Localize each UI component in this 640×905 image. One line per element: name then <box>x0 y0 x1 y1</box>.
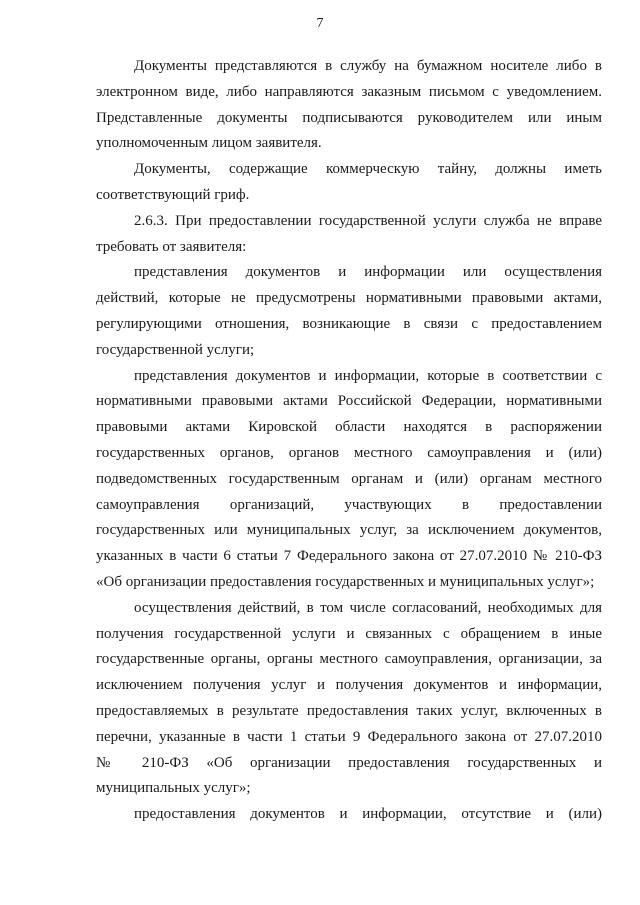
text-line: электронном виде, либо направляются заказным письмом с уведомлением. <box>96 83 602 100</box>
text-line: уполномоченным лицом заявителя. <box>96 135 322 152</box>
text-line: перечни, указанные в части 1 статьи 9 Федерального закона от 27.07.2010 <box>96 728 602 745</box>
text-line: нормативными правовыми актами Российской Федерации, нормативными <box>96 393 602 410</box>
text-line: муниципальных услуг»; <box>96 780 251 797</box>
document-body <box>96 54 602 828</box>
text-line: исключением получения услуг и получения документов и информации, <box>96 677 602 694</box>
text-line: 2.6.3. При предоставлении государственной услуги служба не вправе <box>134 212 602 229</box>
text-line: государственных органов, органов местного самоуправления и (или) <box>96 444 602 461</box>
paragraph-docs-in-possession <box>96 364 602 596</box>
text-line: осуществления действий, в том числе согласований, необходимых для <box>134 599 602 616</box>
text-line: № 210-ФЗ «Об организации предоставления государственных и <box>96 754 602 771</box>
text-line: предоставления документов и информации, отсутствие и (или) <box>134 806 602 823</box>
text-line: предоставляемых в результате предоставления таких услуг, включенных в <box>96 702 602 719</box>
page-number: 7 <box>316 16 324 31</box>
paragraph-approvals <box>96 596 602 802</box>
text-line: представления документов и информации или осуществления <box>134 264 602 281</box>
text-line: получения государственной услуги и связанных с обращением в иные <box>96 625 602 642</box>
text-line: представления документов и информации, которые в соответствии с <box>134 367 602 384</box>
text-line: государственной услуги; <box>96 341 255 358</box>
text-line: подведомственных государственным органам и (или) органам местного <box>96 470 602 487</box>
text-line: правовыми актами Кировской области находятся в распоряжении <box>96 419 602 436</box>
text-line: «Об организации предоставления государственных и муниципальных услуг»; <box>96 573 595 590</box>
paragraph-not-required-docs <box>96 260 602 363</box>
text-line: Представленные документы подписываются руководителем или иным <box>96 109 602 126</box>
paragraph-2-6-3 <box>96 209 602 261</box>
text-line: регулирующими отношения, возникающие в связи с предоставлением <box>96 315 602 332</box>
text-line: соответствующий гриф. <box>96 186 250 203</box>
paragraph-absence-docs <box>96 802 602 828</box>
text-line: государственные органы, органы местного самоуправления, организации, за <box>96 651 602 668</box>
text-line: государственных или муниципальных услуг, за исключением документов, <box>96 522 602 539</box>
text-line: Документы представляются в службу на бумажном носителе либо в <box>134 58 602 74</box>
text-line: требовать от заявителя: <box>96 238 247 255</box>
text-line: указанных в части 6 статьи 7 Федерального закона от 27.07.2010 № 210-ФЗ <box>96 548 602 565</box>
paragraph-submission <box>96 54 602 157</box>
text-line: Документы, содержащие коммерческую тайну, должны иметь <box>134 161 602 178</box>
text-line: самоуправления организаций, участвующих в предоставлении <box>96 496 602 513</box>
text-line: действий, которые не предусмотрены нормативными правовыми актами, <box>96 290 602 307</box>
paragraph-commercial-secret <box>96 157 602 209</box>
